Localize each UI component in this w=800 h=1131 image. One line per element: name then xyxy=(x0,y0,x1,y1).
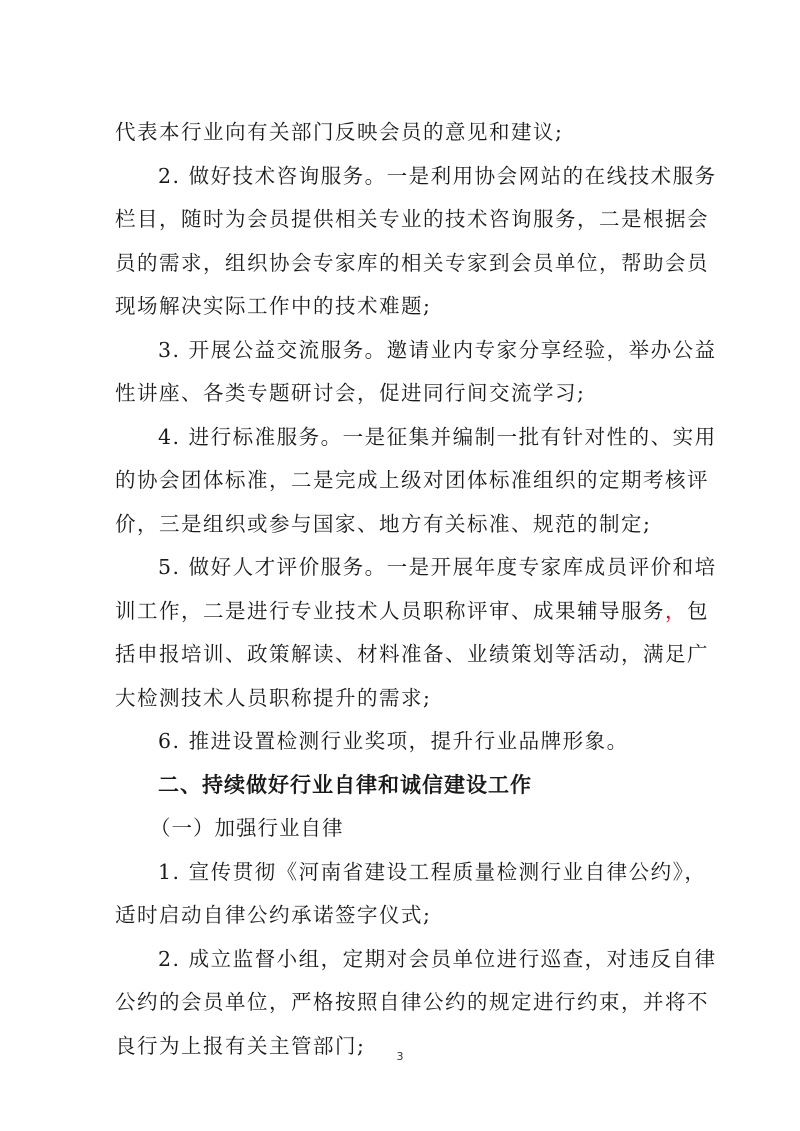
paragraph-line: 2. 做好技术咨询服务。一是利用协会网站的在线技术服务 xyxy=(158,164,717,188)
paragraph-line: 价，三是组织或参与国家、地方有关标准、规范的制定; xyxy=(115,512,652,536)
paragraph-line: 4. 进行标准服务。一是征集并编制一批有针对性的、实用 xyxy=(158,425,717,449)
paragraph-line: 3. 开展公益交流服务。邀请业内专家分享经验，举办公益 xyxy=(158,338,717,362)
paragraph-line: 括申报培训、政策解读、材料准备、业绩策划等活动，满足广 xyxy=(115,642,709,666)
paragraph-line: 代表本行业向有关部门反映会员的意见和建议; xyxy=(115,120,564,144)
paragraph-line: 栏目，随时为会员提供相关专业的技术咨询服务，二是根据会 xyxy=(115,207,709,231)
red-comma-mark: ， xyxy=(665,599,687,623)
paragraph-line: 6. 推进设置检测行业奖项，提升行业品牌形象。 xyxy=(158,729,629,753)
subsection-heading: （一）加强行业自律 xyxy=(150,816,344,840)
paragraph-line: 现场解决实际工作中的技术难题; xyxy=(115,294,432,318)
paragraph-line: 5. 做好人才评价服务。一是开展年度专家库成员评价和培 xyxy=(158,555,717,579)
paragraph-line: 性讲座、各类专题研讨会，促进同行间交流学习; xyxy=(115,381,586,405)
paragraph-line: 员的需求，组织协会专家库的相关专家到会员单位，帮助会员 xyxy=(115,251,709,275)
paragraph-line: 训工作，二是进行专业技术人员职称评审、成果辅导服务，包 xyxy=(115,599,709,623)
paragraph-line: 适时启动自律公约承诺签字仪式; xyxy=(115,903,432,927)
page-number: 3 xyxy=(396,1050,404,1063)
paragraph-line: 的协会团体标准，二是完成上级对团体标准组织的定期考核评 xyxy=(115,468,709,492)
paragraph-line: 良行为上报有关主管部门; xyxy=(115,1034,366,1058)
paragraph-line: 1. 宣传贯彻《河南省建设工程质量检测行业自律公约》， xyxy=(158,860,707,884)
paragraph-line: 公约的会员单位，严格按照自律公约的规定进行约束，并将不 xyxy=(115,990,709,1014)
paragraph-line: 大检测技术人员职称提升的需求; xyxy=(115,686,432,710)
section-heading: 二、持续做好行业自律和诚信建设工作 xyxy=(158,773,532,797)
paragraph-line: 2. 成立监督小组，定期对会员单位进行巡查，对违反自律 xyxy=(158,947,717,971)
